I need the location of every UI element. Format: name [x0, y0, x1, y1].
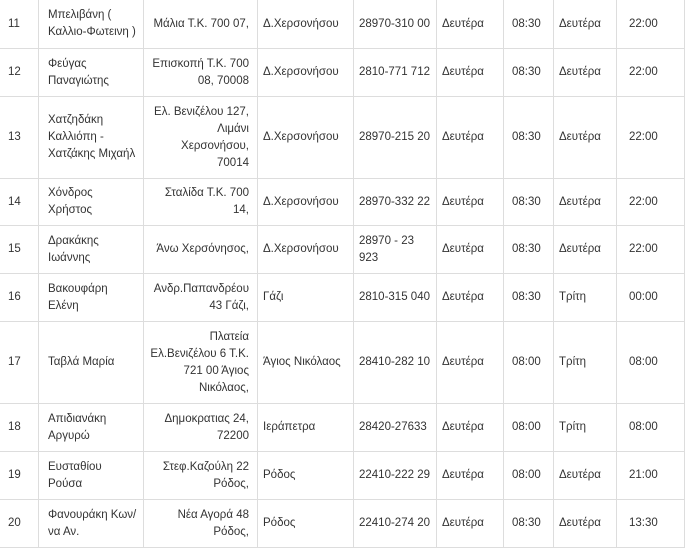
address-cell: Μάλια Τ.Κ. 700 07,: [144, 0, 258, 49]
close-time-cell: 13:30: [617, 500, 685, 548]
city-cell: Δ.Χερσονήσου: [258, 179, 354, 226]
phone-cell: 28970-215 20: [354, 97, 437, 179]
open-time-cell: 08:30: [504, 500, 554, 548]
row-number: 19: [0, 452, 39, 500]
open-day-cell: Δευτέρα: [437, 97, 504, 179]
city-cell: Δ.Χερσονήσου: [258, 49, 354, 97]
open-time-cell: 08:00: [504, 404, 554, 452]
open-time-cell: 08:30: [504, 49, 554, 97]
close-day-cell: Τρίτη: [554, 404, 617, 452]
table-row: [0, 404, 685, 452]
address-cell: Σταλίδα Τ.Κ. 700 14,: [144, 179, 258, 226]
address-cell: Επισκοπή Τ.Κ. 700 08, 70008: [144, 49, 258, 97]
close-time-cell: 22:00: [617, 97, 685, 179]
phone-cell: 2810-771 712: [354, 49, 437, 97]
address-cell: Άνω Χερσόνησος,: [144, 226, 258, 274]
row-number: 13: [0, 97, 39, 179]
close-day-cell: Δευτέρα: [554, 226, 617, 274]
open-day-cell: Δευτέρα: [437, 0, 504, 49]
close-time-cell: 22:00: [617, 179, 685, 226]
open-day-cell: Δευτέρα: [437, 322, 504, 404]
city-cell: Δ.Χερσονήσου: [258, 97, 354, 179]
open-time-cell: 08:00: [504, 322, 554, 404]
row-number: 12: [0, 49, 39, 97]
open-day-cell: Δευτέρα: [437, 226, 504, 274]
row-number: 20: [0, 500, 39, 548]
open-day-cell: Δευτέρα: [437, 49, 504, 97]
close-day-cell: Δευτέρα: [554, 500, 617, 548]
address-cell: Νέα Αγορά 48 Ρόδος,: [144, 500, 258, 548]
phone-cell: 28970 - 23 923: [354, 226, 437, 274]
close-time-cell: 08:00: [617, 322, 685, 404]
close-day-cell: Δευτέρα: [554, 179, 617, 226]
address-cell: Ανδρ.Παπανδρέου 43 Γάζι,: [144, 274, 258, 322]
close-day-cell: Δευτέρα: [554, 97, 617, 179]
address-cell: Στεφ.Καζούλη 22 Ρόδος,: [144, 452, 258, 500]
pharmacist-name: Φεύγας Παναγιώτης: [39, 49, 144, 97]
city-cell: Ρόδος: [258, 452, 354, 500]
pharmacist-name: Απιδιανάκη Αργυρώ: [39, 404, 144, 452]
address-cell: Ελ. Βενιζέλου 127, Λιμάνι Χερσονήσου, 70014: [144, 97, 258, 179]
address-cell: Πλατεία Ελ.Βενιζέλου 6 Τ.Κ. 721 00 Άγιος Νικόλαος,: [144, 322, 258, 404]
close-day-cell: Τρίτη: [554, 322, 617, 404]
close-day-cell: Τρίτη: [554, 274, 617, 322]
table-row: [0, 97, 685, 179]
phone-cell: 28420-27633: [354, 404, 437, 452]
close-day-cell: Δευτέρα: [554, 49, 617, 97]
table-row: [0, 274, 685, 322]
city-cell: Ρόδος: [258, 500, 354, 548]
close-time-cell: 21:00: [617, 452, 685, 500]
city-cell: Γάζι: [258, 274, 354, 322]
close-time-cell: 22:00: [617, 226, 685, 274]
city-cell: Δ.Χερσονήσου: [258, 0, 354, 49]
pharmacist-name: Ευσταθίου Ρούσα: [39, 452, 144, 500]
table-row: [0, 0, 685, 49]
row-number: 15: [0, 226, 39, 274]
phone-cell: 28970-310 00: [354, 0, 437, 49]
open-time-cell: 08:00: [504, 452, 554, 500]
pharmacist-name: Μπελιβάνη ( Καλλιο-Φωτεινη ): [39, 0, 144, 49]
row-number: 14: [0, 179, 39, 226]
phone-cell: 28410-282 10: [354, 322, 437, 404]
open-day-cell: Δευτέρα: [437, 404, 504, 452]
pharmacist-name: Χόνδρος Χρήστος: [39, 179, 144, 226]
close-time-cell: 08:00: [617, 404, 685, 452]
close-day-cell: Δευτέρα: [554, 452, 617, 500]
pharmacist-name: Δρακάκης Ιωάννης: [39, 226, 144, 274]
pharmacist-name: Χατζηδάκη Καλλιόπη - Χατζάκης Μιχαήλ: [39, 97, 144, 179]
close-time-cell: 00:00: [617, 274, 685, 322]
table-row: [0, 226, 685, 274]
open-time-cell: 08:30: [504, 179, 554, 226]
pharmacist-name: Ταβλά Μαρία: [39, 322, 144, 404]
row-number: 16: [0, 274, 39, 322]
phone-cell: 22410-222 29: [354, 452, 437, 500]
row-number: 17: [0, 322, 39, 404]
pharmacist-name: Φανουράκη Κων/να Αν.: [39, 500, 144, 548]
open-day-cell: Δευτέρα: [437, 500, 504, 548]
open-day-cell: Δευτέρα: [437, 452, 504, 500]
open-time-cell: 08:30: [504, 226, 554, 274]
table-row: [0, 452, 685, 500]
table-row: [0, 322, 685, 404]
open-day-cell: Δευτέρα: [437, 274, 504, 322]
city-cell: Άγιος Νικόλαος: [258, 322, 354, 404]
open-time-cell: 08:30: [504, 97, 554, 179]
table-row: [0, 179, 685, 226]
phone-cell: 22410-274 20: [354, 500, 437, 548]
open-day-cell: Δευτέρα: [437, 179, 504, 226]
phone-cell: 2810-315 040: [354, 274, 437, 322]
phone-cell: 28970-332 22: [354, 179, 437, 226]
table-row: [0, 49, 685, 97]
close-day-cell: Δευτέρα: [554, 0, 617, 49]
row-number: 11: [0, 0, 39, 49]
city-cell: Δ.Χερσονήσου: [258, 226, 354, 274]
address-cell: Δημοκρατιας 24, 72200: [144, 404, 258, 452]
open-time-cell: 08:30: [504, 0, 554, 49]
close-time-cell: 22:00: [617, 0, 685, 49]
city-cell: Ιεράπετρα: [258, 404, 354, 452]
row-number: 18: [0, 404, 39, 452]
pharmacist-name: Βακουφάρη Ελένη: [39, 274, 144, 322]
open-time-cell: 08:30: [504, 274, 554, 322]
table-row: [0, 500, 685, 548]
close-time-cell: 22:00: [617, 49, 685, 97]
